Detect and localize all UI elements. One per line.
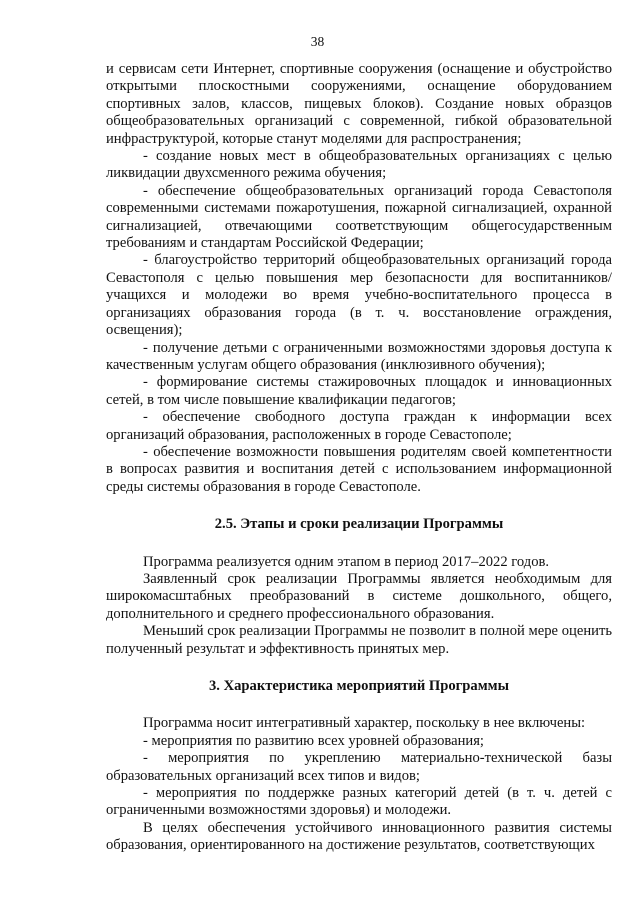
- paragraph: Программа носит интегративный характер, поскольку в нее включены:: [143, 715, 586, 732]
- list-item: - мероприятия по поддержке разных категорий детей (в т. ч. детей с ограниченными возможностями здоровья) и молодежи.: [106, 785, 612, 819]
- paragraph: Программа реализуется одним этапом в период 2017–2022 годов.: [143, 553, 550, 570]
- list-item: - формирование системы стажировочных площадок и инновационных сетей, в том числе повышение квалификации педагогов;: [106, 374, 612, 408]
- spacer: [106, 658, 612, 678]
- page-number: 38: [310, 34, 325, 49]
- paragraph: Заявленный срок реализации Программы является необходимым для широкомасштабных преобразований в системе дошкольного, общего, дополнительного и среднего профессионального образования.: [106, 570, 612, 622]
- paragraph: В целях обеспечения устойчивого инновационного развития системы образования, ориентированного на достижение результатов, соответствующих: [106, 819, 612, 854]
- list-item: - обеспечение возможности повышения родителям своей компетентности в вопросах развития и воспитания детей с использованием информационной среды системы образования в городе Севастополе.: [106, 443, 612, 495]
- spacer: [106, 695, 612, 715]
- spacer: [106, 496, 612, 516]
- list-item: - обеспечение общеобразовательных организаций города Севастополя современными системами пожаротушения, пожарной сигнализацией, охранной сигнализацией, отвечающими соответствующим общегосударственным требованиям и стандартам Российской Федерации;: [106, 182, 612, 252]
- list-item: - получение детьми с ограниченными возможностями здоровья доступа к качественным услугам общего образования (инклюзивного обучения);: [106, 339, 612, 373]
- list-item: - создание новых мест в общеобразовательных организациях с целью ликвидации двухсменного режима обучения;: [106, 148, 612, 182]
- section-heading-2-5: 2.5. Этапы и сроки реализации Программы: [214, 516, 504, 533]
- page-body: [106, 61, 612, 855]
- paragraph: Меньший срок реализации Программы не позволит в полной мере оценить полученный результат и эффективность принятых мер.: [106, 623, 612, 657]
- list-item: - обеспечение свободного доступа граждан к информации всех организаций образования, расположенных в городе Севастополе;: [106, 409, 612, 443]
- paragraph: и сервисам сети Интернет, спортивные сооружения (оснащение и обустройство открытыми плоскостными сооружениями, оснащение оборудованием спортивных залов, классов, пищевых блоков). Создание новых образцов общеобразовательных организаций с современной, гибкой образовательной инфраструктурой, которые станут моделями для распространения;: [106, 61, 612, 147]
- list-item: - благоустройство территорий общеобразовательных организаций города Севастополя с целью повышения мер безопасности для воспитанников/учащихся и молодежи во время учебно-воспитательного процесса в организациях образования города (в т. ч. восстановление ограждения, освещения);: [106, 252, 612, 339]
- list-item: - мероприятия по укреплению материально-технической базы образовательных организаций всех типов и видов;: [106, 750, 612, 784]
- list-item: - мероприятия по развитию всех уровней образования;: [143, 732, 484, 749]
- spacer: [106, 534, 612, 554]
- section-heading-3: 3. Характеристика мероприятий Программы: [209, 678, 509, 694]
